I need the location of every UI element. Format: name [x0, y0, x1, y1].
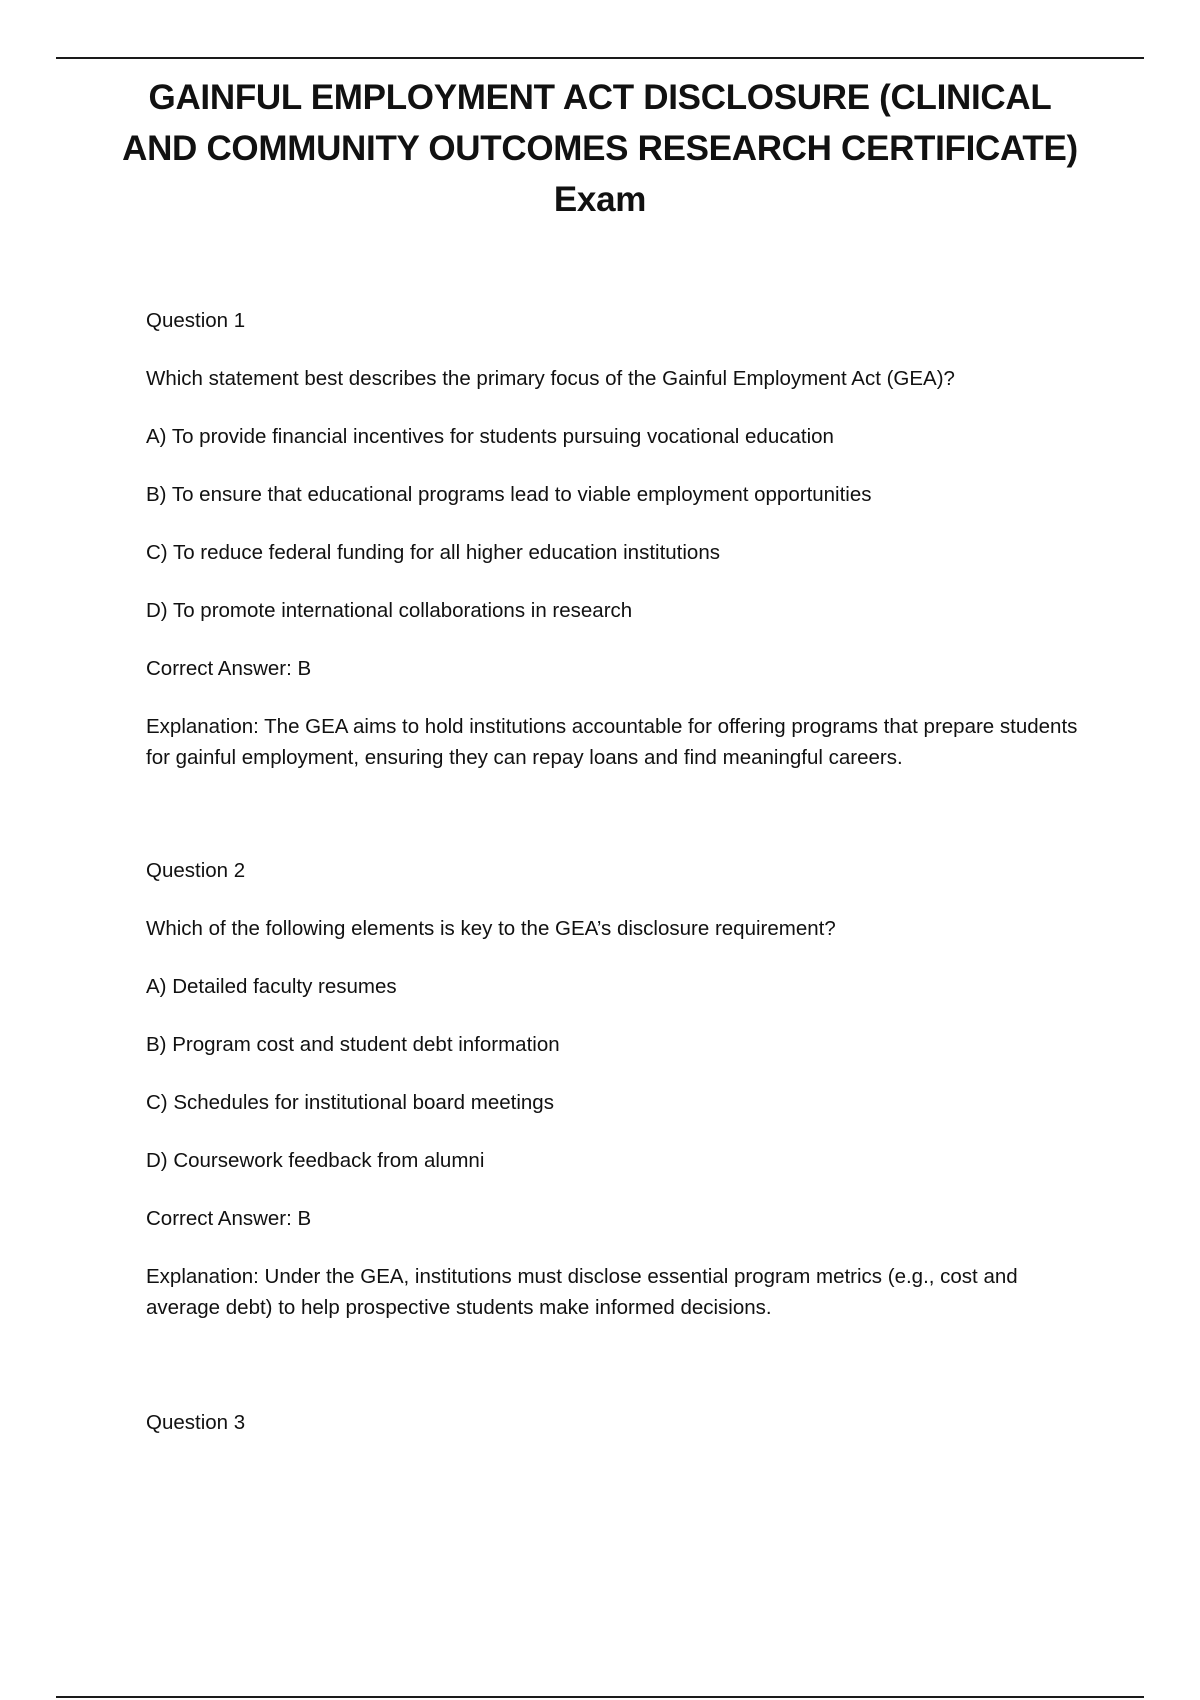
bottom-rule [56, 1696, 1144, 1698]
question-label: Question 2 [146, 859, 246, 882]
option-b: B) Program cost and student debt information [146, 1033, 560, 1056]
title-line-3: Exam [553, 180, 647, 219]
page-title [100, 72, 1100, 225]
explanation: Explanation: Under the GEA, institutions must disclose essential program metrics (e.g., cost and average debt) to help prospective students make informed decisions. [146, 1265, 1018, 1319]
top-rule [56, 57, 1144, 59]
option-a: A) To provide financial incentives for students pursuing vocational education [146, 425, 834, 448]
option-d: D) Coursework feedback from alumni [146, 1149, 485, 1172]
exam-content [146, 305, 1096, 1438]
option-c: C) Schedules for institutional board meetings [146, 1091, 554, 1114]
correct-answer: Correct Answer: B [146, 1207, 312, 1230]
option-c: C) To reduce federal funding for all higher education institutions [146, 541, 720, 564]
question-2 [146, 855, 1096, 1323]
correct-answer: Correct Answer: B [146, 657, 312, 680]
question-text: Which of the following elements is key to the GEA’s disclosure requirement? [146, 917, 836, 940]
option-b: B) To ensure that educational programs lead to viable employment opportunities [146, 483, 872, 506]
question-text: Which statement best describes the primary focus of the Gainful Employment Act (GEA)? [146, 367, 955, 390]
question-label: Question 1 [146, 309, 246, 332]
question-1 [146, 305, 1096, 773]
option-d: D) To promote international collaborations in research [146, 599, 633, 622]
title-line-1: GAINFUL EMPLOYMENT ACT DISCLOSURE (CLINICAL [148, 78, 1052, 117]
question-3-label: Question 3 [146, 1411, 246, 1434]
option-a: A) Detailed faculty resumes [146, 975, 397, 998]
title-line-2: AND COMMUNITY OUTCOMES RESEARCH CERTIFICATE) [122, 129, 1078, 168]
explanation: Explanation: The GEA aims to hold institutions accountable for offering programs that prepare students for gainful employment, ensuring they can repay loans and find meaningful careers. [146, 715, 1078, 769]
